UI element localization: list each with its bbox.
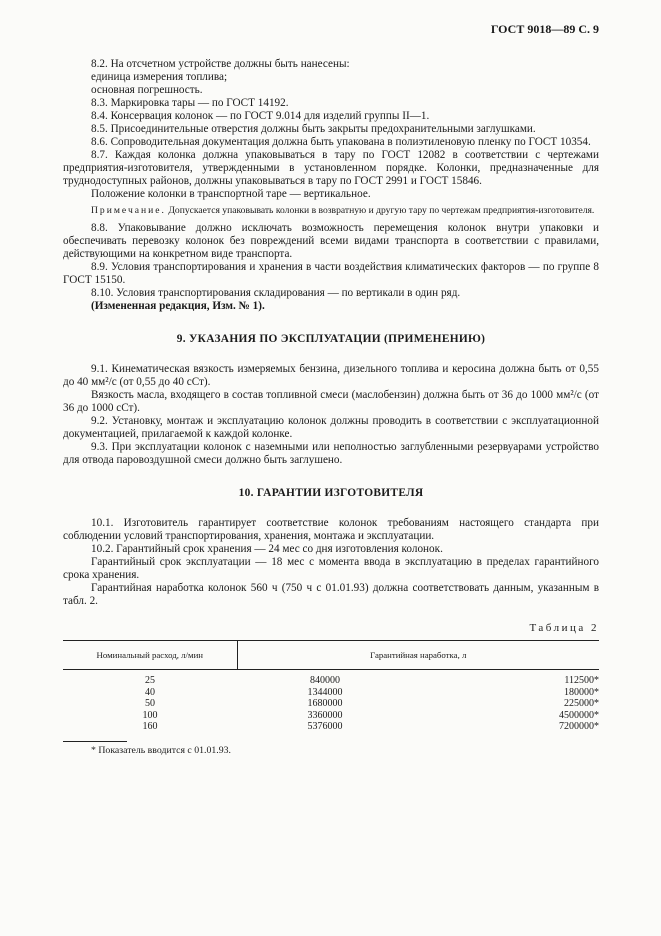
- column-header-rate: Номинальный расход, л/мин: [63, 641, 237, 670]
- paragraph: Гарантийная наработка колонок 560 ч (750 ч с 01.01.93) должна соответствовать данным, указанным в табл. 2.: [63, 582, 599, 607]
- note-text: Допускается упаковывать колонки в возвратную и другую тару по чертежам предприятия-изготовителя.: [165, 205, 595, 216]
- table-caption: Таблица 2: [529, 622, 599, 634]
- data-table: [63, 640, 599, 733]
- paragraph: 8.2. На отсчетном устройстве должны быть нанесены:: [91, 58, 350, 70]
- table-row: [63, 670, 599, 687]
- lifetime-cell: 3360000: [307, 709, 343, 721]
- paragraph: 9.1. Кинематическая вязкость измеряемых бензина, дизельного топлива и керосина должна быть от 0,55 до 40 мм²/с (от 0,55 до 40 сСт).: [63, 363, 599, 388]
- rate-cell: 25: [145, 675, 155, 686]
- lifetime-cell-new: 225000*: [564, 698, 599, 709]
- section-8: [63, 58, 599, 201]
- section-10-title: 10. ГАРАНТИИ ИЗГОТОВИТЕЛЯ: [238, 487, 424, 499]
- table-row: [63, 698, 599, 710]
- table-row: [63, 687, 599, 699]
- section-9: [63, 363, 599, 467]
- paragraph: Положение колонки в транспортной таре — вертикальное.: [91, 188, 371, 200]
- paragraph: Гарантийный срок эксплуатации — 18 мес с момента ввода в эксплуатацию в пределах гарантийного срока хранения.: [63, 556, 599, 581]
- document-page: [63, 22, 599, 756]
- section-9-title: 9. УКАЗАНИЯ ПО ЭКСПЛУАТАЦИИ (ПРИМЕНЕНИЮ): [176, 333, 486, 345]
- paragraph: единица измерения топлива;: [91, 71, 228, 83]
- rate-cell: 160: [142, 721, 158, 732]
- paragraph: 8.4. Консервация колонок — по ГОСТ 9.014 для изделий группы II—1.: [91, 110, 430, 122]
- rate-cell: 40: [145, 686, 155, 698]
- lifetime-cell-new: 7200000*: [559, 721, 599, 732]
- section-8-continued: [63, 222, 599, 313]
- column-header-lifetime: Гарантийная наработка, л: [237, 641, 599, 670]
- page-header: ГОСТ 9018—89 С. 9: [490, 22, 599, 36]
- table-row: [63, 710, 599, 722]
- paragraph: 8.3. Маркировка тары — по ГОСТ 14192.: [91, 97, 289, 109]
- paragraph: 10.1. Изготовитель гарантирует соответствие колонок требованиям настоящего стандарта при соблюдении условий транспортирования, хранения, монтажа и эксплуатации.: [63, 517, 599, 542]
- paragraph: основная погрешность.: [91, 84, 203, 96]
- rate-cell: 50: [145, 698, 155, 709]
- paragraph: 8.8. Упаковывание должно исключать возможность перемещения колонок внутри упаковки и обеспечивать перевозку колонок без повреждений всеми видами транспорта в соответствии с правилами, действующими на конкретном виде транспорта.: [63, 222, 599, 260]
- lifetime-cell: 840000: [310, 675, 340, 686]
- footnote: * Показатель вводится с 01.01.93.: [91, 744, 231, 756]
- footnote-divider: [63, 741, 127, 742]
- lifetime-cell-new: 112500*: [564, 675, 599, 686]
- paragraph: 9.2. Установку, монтаж и эксплуатацию колонок должны проводить в соответствии с эксплуатационной документацией, прилагаемой к каждой колонке.: [63, 415, 599, 440]
- lifetime-cell: 5376000: [307, 721, 343, 732]
- note: [63, 205, 599, 217]
- amendment-note: (Измененная редакция, Изм. № 1).: [91, 300, 265, 312]
- note-label: Примечание.: [91, 205, 166, 216]
- paragraph: 8.7. Каждая колонка должна упаковываться в тару по ГОСТ 12082 в соответствии с чертежами предприятия-изготовителя, утвержденными в установленном порядке. Колонки, предназначенные для труднодоступных районов, должны упаковываться в тару по ГОСТ 2991 и ГОСТ 15846.: [63, 149, 599, 187]
- lifetime-cell-new: 180000*: [564, 686, 599, 698]
- section-10: [63, 517, 599, 608]
- lifetime-cell: 1344000: [307, 686, 343, 698]
- rate-cell: 100: [142, 709, 158, 721]
- paragraph: 8.5. Присоединительные отверстия должны быть закрыты предохранительными заглушками.: [91, 123, 536, 135]
- paragraph: Вязкость масла, входящего в состав топливной смеси (маслобензин) должна быть от 36 до 1000 мм²/с (от 36 до 1000 сСт).: [63, 389, 599, 414]
- paragraph: 8.9. Условия транспортирования и хранения в части воздействия климатических факторов — по группе 8 ГОСТ 15150.: [63, 261, 599, 286]
- lifetime-cell-new: 4500000*: [559, 709, 599, 721]
- table-row: [63, 721, 599, 733]
- paragraph: 9.3. При эксплуатации колонок с наземными или неполностью заглубленными резервуарами устройство для отвода паровоздушной смеси должно быть заглушено.: [63, 441, 599, 466]
- paragraph: 8.10. Условия транспортирования складирования — по вертикали в один ряд.: [91, 287, 461, 299]
- paragraph: 8.6. Сопроводительная документация должна быть упакована в полиэтиленовую пленку по ГОСТ 10354.: [91, 136, 591, 148]
- lifetime-cell: 1680000: [307, 698, 343, 709]
- paragraph: 10.2. Гарантийный срок хранения — 24 мес со дня изготовления колонок.: [91, 543, 443, 555]
